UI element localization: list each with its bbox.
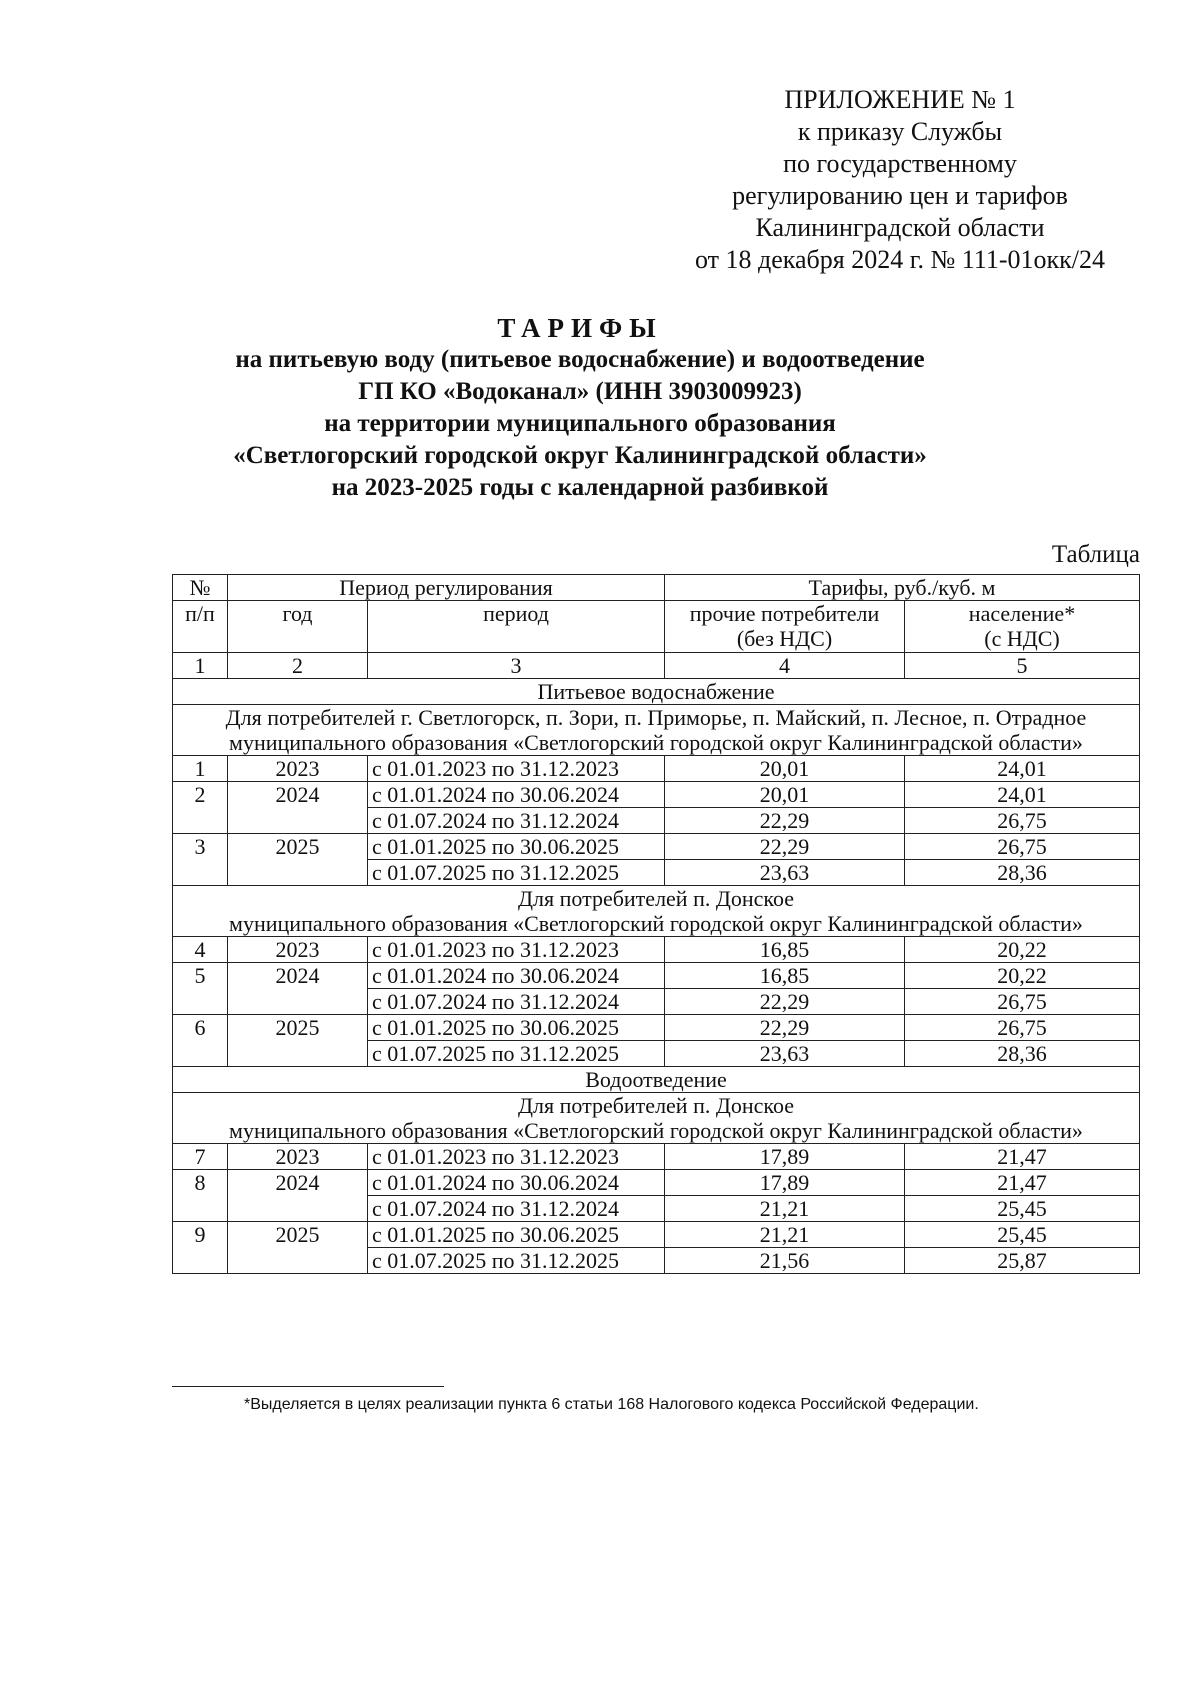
row-year: 2025 (228, 1015, 368, 1067)
document-title (150, 312, 1010, 504)
title-main: ТАРИФЫ (497, 313, 663, 343)
col-number: 1 (173, 653, 228, 679)
group-subtitle-row (173, 886, 1140, 937)
group-subtitle-row (173, 705, 1140, 756)
row-tariff-other: 21,21 (665, 1196, 905, 1222)
row-period: с 01.01.2024 по 30.06.2024 (368, 782, 665, 808)
header-other (665, 601, 905, 653)
row-period: с 01.01.2025 по 30.06.2025 (368, 834, 665, 860)
table-row (173, 1144, 1140, 1170)
row-tariff-population: 24,01 (905, 782, 1140, 808)
row-year: 2023 (228, 756, 368, 782)
table-row (173, 1222, 1140, 1248)
group-subtitle-line: муниципального образования «Светлогорский городской округ Калининградской области» (229, 730, 1083, 755)
row-tariff-population: 28,36 (905, 860, 1140, 886)
row-tariff-other: 17,89 (665, 1144, 905, 1170)
header-other-line: (без НДС) (736, 626, 833, 651)
table-row (173, 756, 1140, 782)
row-period: с 01.07.2025 по 31.12.2025 (368, 1248, 665, 1274)
row-number: 3 (173, 834, 228, 886)
row-period: с 01.07.2024 по 31.12.2024 (368, 808, 665, 834)
row-period: с 01.01.2024 по 30.06.2024 (368, 963, 665, 989)
section-row (173, 679, 1140, 705)
table-row (173, 963, 1140, 989)
header-year: год (228, 601, 368, 653)
group-subtitle-row (173, 1093, 1140, 1144)
appendix-block (640, 84, 1160, 276)
tariffs-table-body (173, 575, 1140, 1274)
footnote-divider (172, 1386, 444, 1387)
row-number: 1 (173, 756, 228, 782)
row-period: с 01.01.2025 по 30.06.2025 (368, 1222, 665, 1248)
row-tariff-other: 22,29 (665, 989, 905, 1015)
row-tariff-other: 21,21 (665, 1222, 905, 1248)
appendix-line: к приказу Службы (797, 117, 1003, 146)
group-subtitle-line: Для потребителей п. Донское (517, 1093, 795, 1118)
row-period: с 01.01.2023 по 31.12.2023 (368, 937, 665, 963)
footnote: *Выделяется в целях реализации пункта 6 статьи 168 Налогового кодекса Российской Федерации. (244, 1396, 979, 1413)
row-number: 6 (173, 1015, 228, 1067)
section-row (173, 1067, 1140, 1093)
row-tariff-population: 20,22 (905, 963, 1140, 989)
row-year: 2025 (228, 1222, 368, 1274)
row-tariff-other: 20,01 (665, 782, 905, 808)
row-period: с 01.07.2024 по 31.12.2024 (368, 1196, 665, 1222)
header-row-2 (173, 601, 1140, 653)
row-period: с 01.07.2025 по 31.12.2025 (368, 1041, 665, 1067)
col-number: 4 (665, 653, 905, 679)
title-line: ГП КО «Водоканал» (ИНН 3903009923) (358, 378, 802, 405)
row-year: 2024 (228, 1170, 368, 1222)
row-period: с 01.01.2023 по 31.12.2023 (368, 1144, 665, 1170)
row-tariff-other: 22,29 (665, 1015, 905, 1041)
row-year: 2024 (228, 963, 368, 1015)
title-line: «Светлогорский городской округ Калининградской области» (233, 442, 927, 469)
col-number: 3 (368, 653, 665, 679)
row-tariff-population: 28,36 (905, 1041, 1140, 1067)
group-subtitle (173, 1093, 1140, 1144)
col-number: 2 (228, 653, 368, 679)
row-year: 2025 (228, 834, 368, 886)
row-number: 5 (173, 963, 228, 1015)
group-subtitle (173, 886, 1140, 937)
row-year: 2024 (228, 782, 368, 834)
row-tariff-population: 26,75 (905, 1015, 1140, 1041)
table-row (173, 782, 1140, 808)
appendix-line: от 18 декабря 2024 г. № 111-01окк/24 (694, 245, 1105, 274)
row-period: с 01.01.2024 по 30.06.2024 (368, 1170, 665, 1196)
row-period: с 01.07.2025 по 31.12.2025 (368, 860, 665, 886)
appendix-line: ПРИЛОЖЕНИЕ № 1 (784, 85, 1016, 114)
section-title: Водоотведение (173, 1067, 1140, 1093)
title-line: на 2023-2025 годы с календарной разбивкой (331, 474, 829, 501)
row-tariff-other: 20,01 (665, 756, 905, 782)
row-number: 2 (173, 782, 228, 834)
header-population-line: население* (968, 601, 1076, 626)
row-tariff-population: 26,75 (905, 808, 1140, 834)
row-period: с 01.07.2024 по 31.12.2024 (368, 989, 665, 1015)
row-tariff-other: 23,63 (665, 860, 905, 886)
row-tariff-population: 24,01 (905, 756, 1140, 782)
row-tariff-other: 22,29 (665, 834, 905, 860)
header-period: период (368, 601, 665, 653)
table-row (173, 1015, 1140, 1041)
header-tariff-group: Тарифы, руб./куб. м (665, 575, 1140, 601)
row-tariff-population: 25,87 (905, 1248, 1140, 1274)
table-caption: Таблица (1051, 541, 1140, 568)
row-tariff-other: 23,63 (665, 1041, 905, 1067)
appendix-line: регулированию цен и тарифов (732, 181, 1068, 210)
row-tariff-population: 21,47 (905, 1144, 1140, 1170)
group-subtitle-line: муниципального образования «Светлогорский городской округ Калининградской области» (229, 911, 1083, 936)
group-subtitle-line: муниципального образования «Светлогорский городской округ Калининградской области» (229, 1118, 1083, 1143)
appendix-line: Калининградской области (755, 213, 1045, 242)
row-year: 2023 (228, 1144, 368, 1170)
header-population (905, 601, 1140, 653)
group-subtitle-line: Для потребителей г. Светлогорск, п. Зори, п. Приморье, п. Майский, п. Лесное, п. Отрадное (225, 705, 1087, 730)
row-number: 4 (173, 937, 228, 963)
row-tariff-population: 26,75 (905, 834, 1140, 860)
row-tariff-population: 25,45 (905, 1222, 1140, 1248)
tariffs-table (172, 574, 1140, 1274)
group-subtitle (173, 705, 1140, 756)
row-number: 8 (173, 1170, 228, 1222)
row-number: 9 (173, 1222, 228, 1274)
header-num: № (173, 575, 228, 601)
header-num-2: п/п (173, 601, 228, 653)
row-tariff-other: 17,89 (665, 1170, 905, 1196)
col-number: 5 (905, 653, 1140, 679)
row-tariff-other: 16,85 (665, 963, 905, 989)
header-period-group: Период регулирования (228, 575, 665, 601)
row-tariff-other: 16,85 (665, 937, 905, 963)
row-tariff-population: 20,22 (905, 937, 1140, 963)
row-period: с 01.01.2023 по 31.12.2023 (368, 756, 665, 782)
row-tariff-population: 25,45 (905, 1196, 1140, 1222)
table-row (173, 834, 1140, 860)
row-tariff-other: 22,29 (665, 808, 905, 834)
row-tariff-population: 21,47 (905, 1170, 1140, 1196)
column-number-row (173, 653, 1140, 679)
row-tariff-population: 26,75 (905, 989, 1140, 1015)
table-row (173, 937, 1140, 963)
appendix-line: по государственному (783, 149, 1017, 178)
header-other-line: прочие потребители (689, 601, 880, 626)
table-row (173, 1170, 1140, 1196)
section-title: Питьевое водоснабжение (173, 679, 1140, 705)
header-population-line: (с НДС) (984, 626, 1060, 651)
row-number: 7 (173, 1144, 228, 1170)
group-subtitle-line: Для потребителей п. Донское (517, 886, 795, 911)
title-line: на территории муниципального образования (324, 410, 836, 437)
row-period: с 01.01.2025 по 30.06.2025 (368, 1015, 665, 1041)
row-year: 2023 (228, 937, 368, 963)
title-line: на питьевую воду (питьевое водоснабжение) и водоотведение (235, 346, 925, 373)
row-tariff-other: 21,56 (665, 1248, 905, 1274)
header-row-1 (173, 575, 1140, 601)
